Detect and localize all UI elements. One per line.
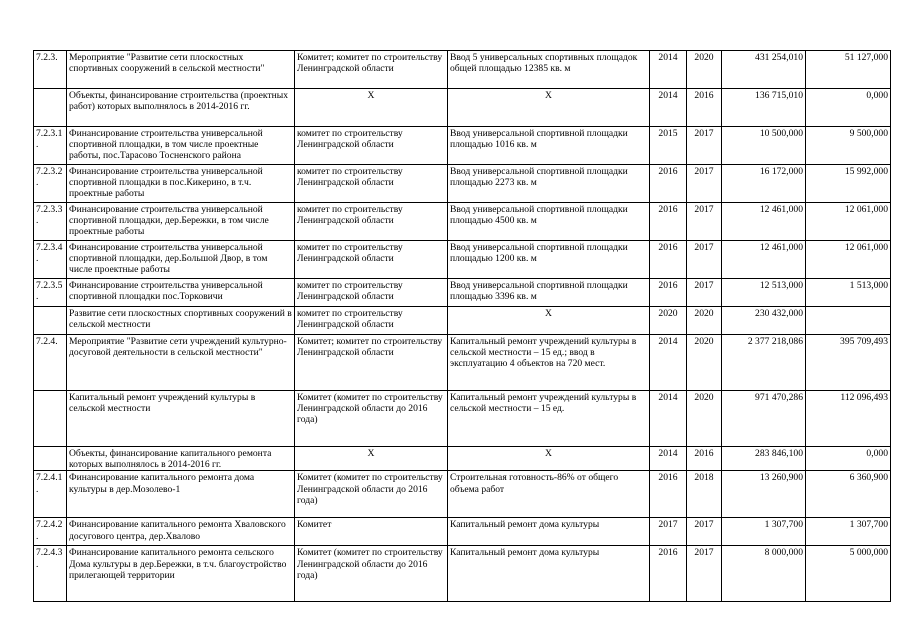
end-year-cell: 2020	[687, 335, 722, 391]
result-cell: Ввод универсальной спортивной площадки площадью 3396 кв. м	[448, 279, 650, 307]
row-number-cell: 7.2.4.2.	[34, 518, 67, 546]
table-row	[34, 165, 891, 203]
row-number-cell: 7.2.4.1.	[34, 471, 67, 518]
executor-cell: X	[295, 447, 448, 471]
executor-cell: комитет по строительству Ленинградской области	[295, 165, 448, 203]
budget-amount-cell: 12 061,000	[806, 203, 891, 241]
budget-amount-cell: 1 513,000	[806, 279, 891, 307]
table-row	[34, 127, 891, 165]
total-amount-cell: 12 461,000	[722, 241, 806, 279]
row-number-cell	[34, 89, 67, 127]
table-row	[34, 307, 891, 335]
program-table	[33, 50, 891, 602]
end-year-cell: 2016	[687, 89, 722, 127]
row-number-cell: 7.2.3.5.	[34, 279, 67, 307]
total-amount-cell: 431 254,010	[722, 51, 806, 89]
end-year-cell: 2016	[687, 447, 722, 471]
total-amount-cell: 10 500,000	[722, 127, 806, 165]
budget-amount-cell: 6 360,900	[806, 471, 891, 518]
row-number-cell: 7.2.3.1.	[34, 127, 67, 165]
budget-amount-cell: 5 000,000	[806, 546, 891, 602]
result-cell: Ввод универсальной спортивной площадки площадью 2273 кв. м	[448, 165, 650, 203]
row-number-cell: 7.2.3.	[34, 51, 67, 89]
executor-cell: комитет по строительству Ленинградской области	[295, 307, 448, 335]
start-year-cell: 2020	[650, 307, 687, 335]
budget-amount-cell: 12 061,000	[806, 241, 891, 279]
table-row	[34, 447, 891, 471]
budget-amount-cell: 0,000	[806, 89, 891, 127]
end-year-cell: 2020	[687, 307, 722, 335]
start-year-cell: 2017	[650, 518, 687, 546]
row-number-cell	[34, 447, 67, 471]
activity-name-cell: Финансирование строительства универсальной спортивной площадки, в том числе проектные работы, пос.Тарасово Тосненского района	[67, 127, 295, 165]
start-year-cell: 2016	[650, 546, 687, 602]
end-year-cell: 2017	[687, 546, 722, 602]
result-cell: Капитальный ремонт учреждений культуры в сельской местности – 15 ед.; ввод в эксплуатацию 4 объектов на 720 мест.	[448, 335, 650, 391]
end-year-cell: 2017	[687, 127, 722, 165]
end-year-cell: 2017	[687, 203, 722, 241]
result-cell: X	[448, 447, 650, 471]
activity-name-cell: Развитие сети плоскостных спортивных сооружений в сельской местности	[67, 307, 295, 335]
start-year-cell: 2016	[650, 241, 687, 279]
start-year-cell: 2014	[650, 447, 687, 471]
end-year-cell: 2017	[687, 165, 722, 203]
total-amount-cell: 16 172,000	[722, 165, 806, 203]
total-amount-cell: 12 513,000	[722, 279, 806, 307]
row-number-cell: 7.2.4.	[34, 335, 67, 391]
table-row	[34, 546, 891, 602]
activity-name-cell: Капитальный ремонт учреждений культуры в сельской местности	[67, 391, 295, 447]
result-cell: Ввод 5 универсальных спортивных площадок общей площадью 12385 кв. м	[448, 51, 650, 89]
activity-name-cell: Финансирование капитального ремонта сельского Дома культуры в дер.Бережки, в т.ч. благоустройство прилегающей территории	[67, 546, 295, 602]
activity-name-cell: Финансирование капитального ремонта Хваловского досугового центра, дер.Хвалово	[67, 518, 295, 546]
total-amount-cell: 2 377 218,086	[722, 335, 806, 391]
total-amount-cell: 8 000,000	[722, 546, 806, 602]
result-cell: Капитальный ремонт дома культуры	[448, 546, 650, 602]
row-number-cell: 7.2.3.3.	[34, 203, 67, 241]
table-row	[34, 51, 891, 89]
end-year-cell: 2018	[687, 471, 722, 518]
activity-name-cell: Мероприятие "Развитие сети плоскостных спортивных сооружений в сельской местности"	[67, 51, 295, 89]
executor-cell: комитет по строительству Ленинградской области	[295, 127, 448, 165]
activity-name-cell: Финансирование строительства универсальной спортивной площадки пос.Торковичи	[67, 279, 295, 307]
activity-name-cell: Финансирование капитального ремонта дома культуры в дер.Мозолево-1	[67, 471, 295, 518]
row-number-cell: 7.2.3.2.	[34, 165, 67, 203]
activity-name-cell: Объекты, финансирование строительства (проектных работ) которых выполнялось в 2014-2016 гг.	[67, 89, 295, 127]
row-number-cell: 7.2.3.4.	[34, 241, 67, 279]
executor-cell: комитет по строительству Ленинградской области	[295, 203, 448, 241]
total-amount-cell: 971 470,286	[722, 391, 806, 447]
result-cell: Капитальный ремонт дома культуры	[448, 518, 650, 546]
table-row	[34, 241, 891, 279]
executor-cell: Комитет; комитет по строительству Ленинградской области	[295, 51, 448, 89]
table-row	[34, 203, 891, 241]
activity-name-cell: Объекты, финансирование капитального ремонта которых выполнялось в 2014-2016 гг.	[67, 447, 295, 471]
total-amount-cell: 230 432,000	[722, 307, 806, 335]
result-cell: Ввод универсальной спортивной площадки площадью 1200 кв. м	[448, 241, 650, 279]
activity-name-cell: Финансирование строительства универсальной спортивной площадки в пос.Кикерино, в т.ч. проектные работы	[67, 165, 295, 203]
end-year-cell: 2017	[687, 241, 722, 279]
start-year-cell: 2014	[650, 51, 687, 89]
result-cell: X	[448, 307, 650, 335]
budget-amount-cell: 51 127,000	[806, 51, 891, 89]
start-year-cell: 2014	[650, 391, 687, 447]
end-year-cell: 2020	[687, 391, 722, 447]
table-row	[34, 518, 891, 546]
executor-cell: Комитет; комитет по строительству Ленинградской области	[295, 335, 448, 391]
result-cell: Ввод универсальной спортивной площадки площадью 4500 кв. м	[448, 203, 650, 241]
table-row	[34, 471, 891, 518]
budget-amount-cell: 395 709,493	[806, 335, 891, 391]
result-cell: Ввод универсальной спортивной площадки площадью 1016 кв. м	[448, 127, 650, 165]
end-year-cell: 2017	[687, 518, 722, 546]
table-row	[34, 335, 891, 391]
total-amount-cell: 13 260,900	[722, 471, 806, 518]
executor-cell: комитет по строительству Ленинградской области	[295, 279, 448, 307]
table-body	[34, 51, 891, 602]
start-year-cell: 2016	[650, 279, 687, 307]
budget-amount-cell: 15 992,000	[806, 165, 891, 203]
executor-cell: Комитет (комитет по строительству Ленинградской области до 2016 года)	[295, 391, 448, 447]
total-amount-cell: 12 461,000	[722, 203, 806, 241]
executor-cell: Комитет (комитет по строительству Ленинградской области до 2016 года)	[295, 546, 448, 602]
start-year-cell: 2016	[650, 471, 687, 518]
executor-cell: Комитет	[295, 518, 448, 546]
end-year-cell: 2020	[687, 51, 722, 89]
executor-cell: комитет по строительству Ленинградской области	[295, 241, 448, 279]
executor-cell: Комитет (комитет по строительству Ленинградской области до 2016 года)	[295, 471, 448, 518]
start-year-cell: 2016	[650, 165, 687, 203]
budget-amount-cell: 0,000	[806, 447, 891, 471]
row-number-cell: 7.2.4.3.	[34, 546, 67, 602]
row-number-cell	[34, 307, 67, 335]
start-year-cell: 2014	[650, 335, 687, 391]
start-year-cell: 2014	[650, 89, 687, 127]
budget-amount-cell	[806, 307, 891, 335]
start-year-cell: 2015	[650, 127, 687, 165]
total-amount-cell: 1 307,700	[722, 518, 806, 546]
budget-amount-cell: 1 307,700	[806, 518, 891, 546]
activity-name-cell: Финансирование строительства универсальной спортивной площадки, дер.Большой Двор, в том числе проектные работы	[67, 241, 295, 279]
result-cell: X	[448, 89, 650, 127]
start-year-cell: 2016	[650, 203, 687, 241]
total-amount-cell: 283 846,100	[722, 447, 806, 471]
budget-amount-cell: 9 500,000	[806, 127, 891, 165]
total-amount-cell: 136 715,010	[722, 89, 806, 127]
budget-amount-cell: 112 096,493	[806, 391, 891, 447]
table-row	[34, 89, 891, 127]
activity-name-cell: Мероприятие "Развитие сети учреждений культурно-досуговой деятельности в сельской местности"	[67, 335, 295, 391]
table-row	[34, 279, 891, 307]
table-row	[34, 391, 891, 447]
executor-cell: X	[295, 89, 448, 127]
row-number-cell	[34, 391, 67, 447]
result-cell: Строительная готовность-86% от общего объема работ	[448, 471, 650, 518]
result-cell: Капитальный ремонт учреждений культуры в сельской местности – 15 ед.	[448, 391, 650, 447]
end-year-cell: 2017	[687, 279, 722, 307]
activity-name-cell: Финансирование строительства универсальной спортивной площадки, дер.Бережки, в том числе проектные работы	[67, 203, 295, 241]
